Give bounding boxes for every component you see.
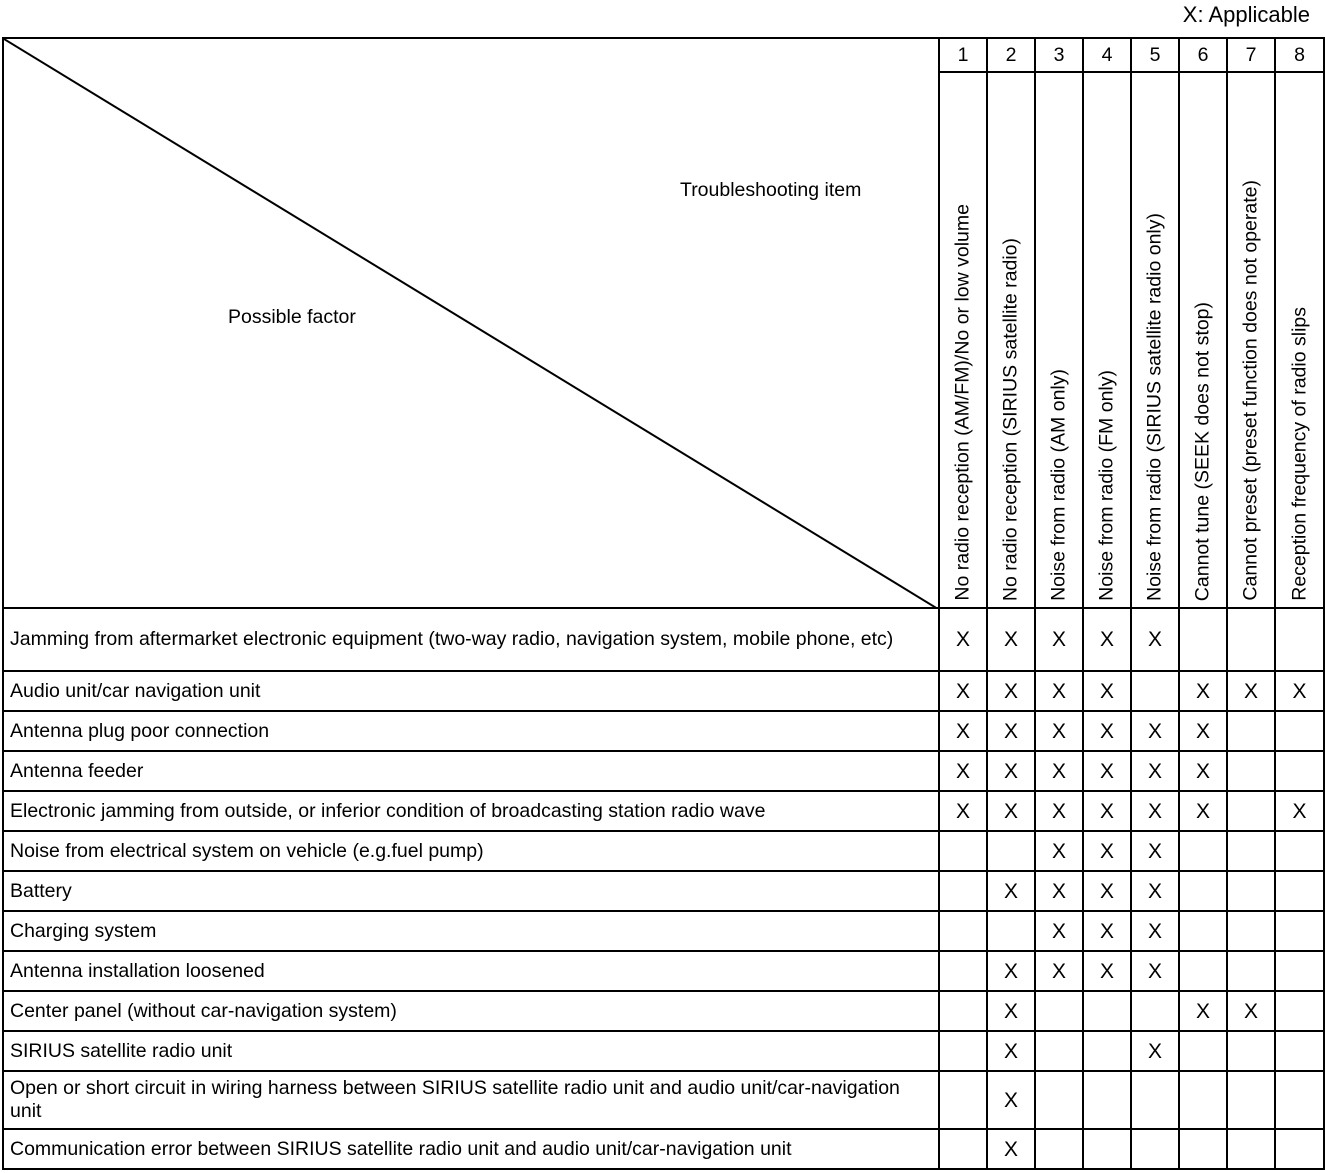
applicability-cell: X [939, 608, 987, 671]
applicability-cell [1275, 608, 1324, 671]
applicability-cell [1227, 711, 1275, 751]
applicability-cell [1275, 871, 1324, 911]
applicability-cell [1035, 1129, 1083, 1169]
applicability-cell [1275, 1129, 1324, 1169]
factor-cell: Antenna feeder [3, 751, 939, 791]
applicability-cell: X [939, 711, 987, 751]
column-number: 6 [1179, 38, 1227, 72]
applicability-cell [1179, 1071, 1227, 1129]
table-row [3, 711, 1324, 751]
applicability-cell: X [1035, 831, 1083, 871]
column-label: Noise from radio (SIRIUS satellite radio only) [1131, 72, 1179, 608]
applicability-cell [1035, 991, 1083, 1031]
applicability-cell [1179, 1129, 1227, 1169]
applicability-cell: X [1083, 711, 1131, 751]
applicability-cell: X [939, 791, 987, 831]
applicability-cell: X [1131, 711, 1179, 751]
applicability-cell [987, 831, 1035, 871]
applicability-cell: X [1035, 911, 1083, 951]
applicability-cell [1275, 831, 1324, 871]
applicability-cell [1131, 1129, 1179, 1169]
applicability-cell [1131, 1071, 1179, 1129]
applicability-cell: X [939, 671, 987, 711]
applicability-cell [1227, 608, 1275, 671]
troubleshooting-item-label: Troubleshooting item [680, 179, 862, 201]
applicability-cell: X [987, 871, 1035, 911]
applicability-cell [939, 951, 987, 991]
factor-cell: Antenna plug poor connection [3, 711, 939, 751]
applicability-cell: X [987, 1071, 1035, 1129]
applicability-cell: X [1131, 608, 1179, 671]
corner-diagonal [4, 39, 938, 609]
applicability-cell [1131, 671, 1179, 711]
applicability-cell: X [1083, 951, 1131, 991]
applicability-cell [1275, 711, 1324, 751]
applicability-cell [1035, 1031, 1083, 1071]
applicability-cell [1275, 911, 1324, 951]
applicability-cell: X [987, 791, 1035, 831]
factor-cell: Center panel (without car-navigation system) [3, 991, 939, 1031]
applicability-cell: X [987, 751, 1035, 791]
column-label: No radio reception (SIRIUS satellite radio) [987, 72, 1035, 608]
applicability-cell [1179, 1031, 1227, 1071]
applicability-cell [1179, 871, 1227, 911]
applicability-cell [1227, 1071, 1275, 1129]
table-row [3, 1031, 1324, 1071]
applicability-cell: X [939, 751, 987, 791]
column-label: Reception frequency of radio slips [1275, 72, 1324, 608]
applicability-cell: X [987, 1031, 1035, 1071]
applicability-cell [1275, 991, 1324, 1031]
applicability-cell: X [1083, 791, 1131, 831]
applicability-cell [1227, 751, 1275, 791]
applicability-cell: X [1275, 791, 1324, 831]
applicability-cell: X [1083, 671, 1131, 711]
applicability-cell [939, 831, 987, 871]
applicability-cell: X [1083, 911, 1131, 951]
factor-cell: Battery [3, 871, 939, 911]
applicability-cell: X [1131, 1031, 1179, 1071]
applicability-cell: X [1275, 671, 1324, 711]
applicability-cell [1275, 951, 1324, 991]
column-number: 3 [1035, 38, 1083, 72]
column-label: Cannot preset (preset function does not operate) [1227, 72, 1275, 608]
table-row [3, 1129, 1324, 1169]
column-number: 5 [1131, 38, 1179, 72]
applicability-cell: X [1131, 831, 1179, 871]
factor-cell: Noise from electrical system on vehicle (e.g.fuel pump) [3, 831, 939, 871]
applicability-cell [1083, 1071, 1131, 1129]
applicability-cell [1179, 911, 1227, 951]
table-row [3, 751, 1324, 791]
applicability-cell: X [987, 1129, 1035, 1169]
column-label: Noise from radio (AM only) [1035, 72, 1083, 608]
applicability-cell: X [1179, 671, 1227, 711]
applicability-cell: X [1083, 871, 1131, 911]
applicability-cell: X [987, 608, 1035, 671]
applicability-cell [1083, 1129, 1131, 1169]
applicability-cell [1275, 1071, 1324, 1129]
column-label: No radio reception (AM/FM)/No or low volume [939, 72, 987, 608]
applicability-cell [939, 991, 987, 1031]
matrix-body [3, 608, 1324, 1169]
factor-cell: Open or short circuit in wiring harness between SIRIUS satellite radio unit and audio unit/car-navigation unit [3, 1071, 939, 1129]
applicability-cell [1179, 831, 1227, 871]
applicability-cell [1227, 791, 1275, 831]
column-label: Cannot tune (SEEK does not stop) [1179, 72, 1227, 608]
table-row [3, 831, 1324, 871]
applicability-cell [987, 911, 1035, 951]
applicability-cell: X [1179, 751, 1227, 791]
applicability-cell: X [1083, 608, 1131, 671]
applicability-cell: X [1179, 991, 1227, 1031]
applicability-cell: X [1035, 791, 1083, 831]
applicability-cell [939, 1129, 987, 1169]
possible-factor-label: Possible factor [228, 306, 356, 328]
factor-cell: Charging system [3, 911, 939, 951]
header-corner-cell [3, 38, 939, 608]
applicability-cell: X [1083, 751, 1131, 791]
applicability-cell [939, 1031, 987, 1071]
troubleshooting-matrix [2, 37, 1325, 1170]
applicability-cell [1227, 1031, 1275, 1071]
factor-cell: Antenna installation loosened [3, 951, 939, 991]
table-row [3, 671, 1324, 711]
applicability-cell [1227, 951, 1275, 991]
applicability-cell [1227, 871, 1275, 911]
applicability-cell: X [987, 991, 1035, 1031]
applicability-cell: X [1131, 871, 1179, 911]
table-row [3, 608, 1324, 671]
applicability-cell: X [1035, 608, 1083, 671]
applicability-cell [939, 1071, 987, 1129]
applicability-cell [1179, 608, 1227, 671]
applicability-cell: X [1083, 831, 1131, 871]
table-row [3, 871, 1324, 911]
applicability-cell [1227, 1129, 1275, 1169]
applicability-cell [1227, 911, 1275, 951]
applicability-cell [939, 911, 987, 951]
applicability-cell [939, 871, 987, 911]
table-row [3, 911, 1324, 951]
applicability-cell [1227, 831, 1275, 871]
column-number: 4 [1083, 38, 1131, 72]
applicability-cell [1131, 991, 1179, 1031]
applicability-cell: X [1035, 711, 1083, 751]
factor-cell: Jamming from aftermarket electronic equipment (two-way radio, navigation system, mobile phone, etc) [3, 608, 939, 671]
table-row [3, 991, 1324, 1031]
applicability-cell: X [1035, 871, 1083, 911]
applicability-cell [1035, 1071, 1083, 1129]
applicability-cell: X [1035, 951, 1083, 991]
applicability-cell: X [1035, 751, 1083, 791]
applicability-cell [1083, 1031, 1131, 1071]
applicability-cell [1275, 1031, 1324, 1071]
legend-applicable: X: Applicable [1182, 2, 1310, 27]
applicability-cell: X [1035, 671, 1083, 711]
applicability-cell: X [987, 711, 1035, 751]
applicability-cell [1275, 751, 1324, 791]
column-number: 1 [939, 38, 987, 72]
table-row [3, 791, 1324, 831]
applicability-cell [1179, 951, 1227, 991]
applicability-cell: X [1131, 791, 1179, 831]
applicability-cell: X [987, 951, 1035, 991]
applicability-cell: X [1131, 911, 1179, 951]
applicability-cell: X [1179, 791, 1227, 831]
factor-cell: Audio unit/car navigation unit [3, 671, 939, 711]
applicability-cell: X [1131, 751, 1179, 791]
applicability-cell: X [1179, 711, 1227, 751]
table-row [3, 1071, 1324, 1129]
applicability-cell: X [1227, 991, 1275, 1031]
factor-cell: Electronic jamming from outside, or inferior condition of broadcasting station radio wave [3, 791, 939, 831]
applicability-cell [1083, 991, 1131, 1031]
applicability-cell: X [1227, 671, 1275, 711]
applicability-cell: X [1131, 951, 1179, 991]
column-label: Noise from radio (FM only) [1083, 72, 1131, 608]
column-number: 2 [987, 38, 1035, 72]
factor-cell: SIRIUS satellite radio unit [3, 1031, 939, 1071]
table-row [3, 951, 1324, 991]
applicability-cell: X [987, 671, 1035, 711]
column-number: 8 [1275, 38, 1324, 72]
column-number: 7 [1227, 38, 1275, 72]
factor-cell: Communication error between SIRIUS satellite radio unit and audio unit/car-navigation unit [3, 1129, 939, 1169]
